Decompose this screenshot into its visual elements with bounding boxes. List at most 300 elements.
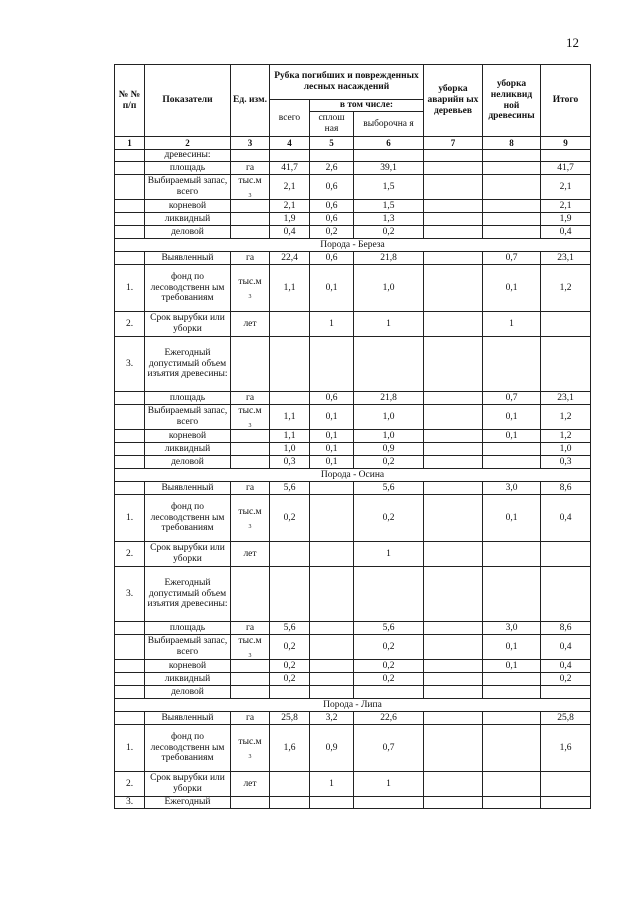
indicator-name: Выявленный xyxy=(145,482,231,495)
header-col-num: № № п/п xyxy=(115,65,145,137)
unit-cell xyxy=(231,725,270,772)
unit-text: тыс.м xyxy=(238,406,262,417)
row-number xyxy=(115,162,145,175)
indicator-name: Выбираемый запас, всего xyxy=(145,635,231,660)
value-emergency xyxy=(424,660,483,673)
table-body xyxy=(115,150,591,809)
value-emergency xyxy=(424,430,483,443)
table-row xyxy=(115,712,591,725)
value-selective: 1,3 xyxy=(354,213,424,226)
unit-cell: лет xyxy=(231,772,270,797)
value-total: 0,2 xyxy=(270,495,310,542)
table-row xyxy=(115,392,591,405)
value-emergency xyxy=(424,635,483,660)
value-clear: 0,9 xyxy=(310,725,354,772)
unit-cell xyxy=(231,430,270,443)
value-emergency xyxy=(424,495,483,542)
value-emergency xyxy=(424,252,483,265)
table-row xyxy=(115,252,591,265)
unit-cell: лет xyxy=(231,542,270,567)
unit-cell xyxy=(231,567,270,622)
col-number: 8 xyxy=(483,137,541,150)
value-emergency xyxy=(424,405,483,430)
value-total xyxy=(270,542,310,567)
value-illiquid: 0,7 xyxy=(483,392,541,405)
unit-text: тыс.м xyxy=(238,507,262,518)
value-clear: 0,1 xyxy=(310,405,354,430)
value-clear: 0,6 xyxy=(310,175,354,200)
value-result: 8,6 xyxy=(541,622,591,635)
value-illiquid: 0,1 xyxy=(483,405,541,430)
row-number: 3. xyxy=(115,797,145,809)
table-row xyxy=(115,635,591,660)
value-emergency xyxy=(424,725,483,772)
value-illiquid: 1 xyxy=(483,312,541,337)
value-selective: 1 xyxy=(354,772,424,797)
table-row xyxy=(115,200,591,213)
indicator-name: Выявленный xyxy=(145,252,231,265)
value-emergency xyxy=(424,482,483,495)
value-clear xyxy=(310,567,354,622)
value-emergency xyxy=(424,150,483,162)
table-row xyxy=(115,660,591,673)
value-clear xyxy=(310,482,354,495)
value-result: 1,2 xyxy=(541,265,591,312)
value-total xyxy=(270,567,310,622)
header-selective: выборочна я xyxy=(354,112,424,137)
value-total: 0,2 xyxy=(270,635,310,660)
value-total xyxy=(270,392,310,405)
unit-cell xyxy=(231,200,270,213)
table-row xyxy=(115,542,591,567)
indicator-name: Ежегодный допустимый объем изъятия древесины: xyxy=(145,337,231,392)
table-row xyxy=(115,622,591,635)
indicator-name: корневой xyxy=(145,660,231,673)
value-emergency xyxy=(424,200,483,213)
value-result xyxy=(541,337,591,392)
row-number: 2. xyxy=(115,772,145,797)
value-clear: 0,6 xyxy=(310,252,354,265)
col-number: 5 xyxy=(310,137,354,150)
value-selective: 1,5 xyxy=(354,175,424,200)
value-selective xyxy=(354,797,424,809)
table-row xyxy=(115,405,591,430)
value-clear: 0,1 xyxy=(310,265,354,312)
table-row xyxy=(115,150,591,162)
table-row xyxy=(115,482,591,495)
table-row xyxy=(115,567,591,622)
value-total: 1,1 xyxy=(270,405,310,430)
value-emergency xyxy=(424,265,483,312)
unit-cell xyxy=(231,175,270,200)
value-illiquid xyxy=(483,725,541,772)
value-result xyxy=(541,312,591,337)
value-total: 0,3 xyxy=(270,456,310,469)
value-selective: 0,7 xyxy=(354,725,424,772)
value-illiquid xyxy=(483,200,541,213)
table-row xyxy=(115,495,591,542)
row-number xyxy=(115,200,145,213)
value-clear xyxy=(310,495,354,542)
indicator-name: древесины: xyxy=(145,150,231,162)
value-clear: 0,6 xyxy=(310,200,354,213)
row-number xyxy=(115,175,145,200)
value-selective: 21,8 xyxy=(354,392,424,405)
col-number: 7 xyxy=(424,137,483,150)
value-total: 1,1 xyxy=(270,430,310,443)
unit-cell xyxy=(231,673,270,686)
value-result: 1,2 xyxy=(541,405,591,430)
value-selective: 39,1 xyxy=(354,162,424,175)
value-illiquid xyxy=(483,542,541,567)
indicator-name: площадь xyxy=(145,392,231,405)
value-total: 2,1 xyxy=(270,175,310,200)
value-result: 23,1 xyxy=(541,392,591,405)
value-total: 25,8 xyxy=(270,712,310,725)
value-illiquid xyxy=(483,337,541,392)
value-total xyxy=(270,772,310,797)
row-number: 3. xyxy=(115,567,145,622)
table-row xyxy=(115,725,591,772)
table-row xyxy=(115,456,591,469)
value-illiquid: 0,7 xyxy=(483,252,541,265)
value-result: 0,4 xyxy=(541,226,591,239)
unit-cell xyxy=(231,495,270,542)
row-number: 2. xyxy=(115,542,145,567)
value-emergency xyxy=(424,312,483,337)
value-total: 1,1 xyxy=(270,265,310,312)
unit-cell xyxy=(231,686,270,699)
value-total: 41,7 xyxy=(270,162,310,175)
value-selective: 1 xyxy=(354,312,424,337)
row-number xyxy=(115,226,145,239)
row-number xyxy=(115,405,145,430)
col-number: 9 xyxy=(541,137,591,150)
value-clear xyxy=(310,150,354,162)
value-emergency xyxy=(424,337,483,392)
indicator-name: Срок вырубки или уборки xyxy=(145,772,231,797)
table-row xyxy=(115,430,591,443)
header-col-indicator: Показатели xyxy=(145,65,231,137)
value-emergency xyxy=(424,797,483,809)
unit-superscript: 3 xyxy=(248,294,252,300)
row-number xyxy=(115,712,145,725)
value-clear: 0,2 xyxy=(310,226,354,239)
value-clear xyxy=(310,622,354,635)
value-emergency xyxy=(424,567,483,622)
value-selective: 5,6 xyxy=(354,622,424,635)
value-result: 0,4 xyxy=(541,635,591,660)
table-row xyxy=(115,312,591,337)
value-result: 1,2 xyxy=(541,430,591,443)
value-selective: 21,8 xyxy=(354,252,424,265)
value-result: 0,4 xyxy=(541,495,591,542)
value-emergency xyxy=(424,226,483,239)
value-clear: 2,6 xyxy=(310,162,354,175)
unit-cell xyxy=(231,405,270,430)
unit-cell: га xyxy=(231,162,270,175)
unit-cell: лет xyxy=(231,312,270,337)
unit-cell xyxy=(231,226,270,239)
value-total: 0,2 xyxy=(270,673,310,686)
unit-superscript: 3 xyxy=(248,423,252,429)
value-result: 1,9 xyxy=(541,213,591,226)
unit-text: тыс.м xyxy=(238,176,262,187)
unit-cell xyxy=(231,456,270,469)
section-row xyxy=(115,239,591,252)
column-number-row xyxy=(115,137,591,150)
value-total: 2,1 xyxy=(270,200,310,213)
page-number: 12 xyxy=(566,35,579,50)
header-emergency: уборка аварийн ых деревьев xyxy=(424,65,483,137)
value-emergency xyxy=(424,213,483,226)
table-row xyxy=(115,162,591,175)
indicator-name: Выбираемый запас, всего xyxy=(145,405,231,430)
row-number: 1. xyxy=(115,265,145,312)
unit-cell xyxy=(231,265,270,312)
row-number xyxy=(115,686,145,699)
value-selective: 1 xyxy=(354,542,424,567)
section-title: Порода - Береза xyxy=(115,239,591,252)
indicator-name: ликвидный xyxy=(145,673,231,686)
value-illiquid xyxy=(483,456,541,469)
row-number xyxy=(115,622,145,635)
unit-superscript: 3 xyxy=(248,653,252,659)
table-row xyxy=(115,686,591,699)
value-result xyxy=(541,542,591,567)
value-illiquid xyxy=(483,162,541,175)
row-number xyxy=(115,150,145,162)
value-selective xyxy=(354,567,424,622)
indicator-name: Срок вырубки или уборки xyxy=(145,542,231,567)
unit-superscript: 3 xyxy=(248,193,252,199)
row-number xyxy=(115,482,145,495)
value-total xyxy=(270,312,310,337)
value-clear: 0,1 xyxy=(310,456,354,469)
table-row xyxy=(115,226,591,239)
value-result: 2,1 xyxy=(541,200,591,213)
value-emergency xyxy=(424,542,483,567)
header-total: всего xyxy=(270,100,310,137)
value-clear xyxy=(310,660,354,673)
value-selective: 0,9 xyxy=(354,443,424,456)
value-selective: 1,5 xyxy=(354,200,424,213)
col-number: 4 xyxy=(270,137,310,150)
table-row xyxy=(115,797,591,809)
section-row xyxy=(115,469,591,482)
value-result xyxy=(541,797,591,809)
value-illiquid: 0,1 xyxy=(483,495,541,542)
unit-cell xyxy=(231,660,270,673)
indicator-name: Выбираемый запас, всего xyxy=(145,175,231,200)
value-result: 2,1 xyxy=(541,175,591,200)
unit-cell xyxy=(231,213,270,226)
header-illiquid: уборка неликвид ной древесины xyxy=(483,65,541,137)
value-illiquid xyxy=(483,686,541,699)
value-result: 23,1 xyxy=(541,252,591,265)
value-illiquid: 0,1 xyxy=(483,635,541,660)
value-total xyxy=(270,686,310,699)
value-illiquid: 0,1 xyxy=(483,660,541,673)
unit-cell: га xyxy=(231,712,270,725)
value-illiquid xyxy=(483,567,541,622)
value-clear xyxy=(310,686,354,699)
value-illiquid xyxy=(483,175,541,200)
table-row xyxy=(115,673,591,686)
value-selective: 0,2 xyxy=(354,495,424,542)
indicator-name: площадь xyxy=(145,162,231,175)
row-number xyxy=(115,443,145,456)
unit-superscript: 3 xyxy=(248,524,252,530)
value-selective xyxy=(354,337,424,392)
value-emergency xyxy=(424,673,483,686)
table-row xyxy=(115,443,591,456)
value-result: 0,2 xyxy=(541,673,591,686)
value-clear xyxy=(310,542,354,567)
value-clear xyxy=(310,337,354,392)
value-emergency xyxy=(424,772,483,797)
indicator-name: корневой xyxy=(145,200,231,213)
unit-cell: га xyxy=(231,252,270,265)
value-total: 22,4 xyxy=(270,252,310,265)
indicator-name: фонд по лесоводственн ым требованиям xyxy=(145,495,231,542)
row-number xyxy=(115,635,145,660)
indicator-name: ликвидный xyxy=(145,443,231,456)
value-illiquid: 3,0 xyxy=(483,482,541,495)
value-emergency xyxy=(424,175,483,200)
value-selective: 0,2 xyxy=(354,660,424,673)
value-result: 0,3 xyxy=(541,456,591,469)
row-number xyxy=(115,430,145,443)
header-col-unit: Ед. изм. xyxy=(231,65,270,137)
unit-cell xyxy=(231,150,270,162)
row-number xyxy=(115,213,145,226)
header-felling-group: Рубка погибших и поврежденных лесных насаждений xyxy=(270,65,424,100)
indicator-name: фонд по лесоводственн ым требованиям xyxy=(145,725,231,772)
value-selective: 5,6 xyxy=(354,482,424,495)
value-total xyxy=(270,150,310,162)
row-number: 3. xyxy=(115,337,145,392)
value-clear: 0,6 xyxy=(310,392,354,405)
value-emergency xyxy=(424,162,483,175)
value-result: 41,7 xyxy=(541,162,591,175)
value-result: 1,0 xyxy=(541,443,591,456)
value-selective: 0,2 xyxy=(354,635,424,660)
section-title: Порода - Липа xyxy=(115,699,591,712)
table-header xyxy=(115,65,591,150)
indicator-name: ликвидный xyxy=(145,213,231,226)
section-row xyxy=(115,699,591,712)
value-illiquid: 3,0 xyxy=(483,622,541,635)
section-title: Порода - Осина xyxy=(115,469,591,482)
table-row xyxy=(115,772,591,797)
value-total: 1,0 xyxy=(270,443,310,456)
value-clear: 1 xyxy=(310,772,354,797)
value-clear: 1 xyxy=(310,312,354,337)
value-selective: 22,6 xyxy=(354,712,424,725)
row-number: 1. xyxy=(115,725,145,772)
value-illiquid: 0,1 xyxy=(483,265,541,312)
value-total: 5,6 xyxy=(270,622,310,635)
value-selective: 0,2 xyxy=(354,226,424,239)
value-total: 0,4 xyxy=(270,226,310,239)
value-result xyxy=(541,567,591,622)
row-number xyxy=(115,392,145,405)
table-row xyxy=(115,337,591,392)
indicator-name: деловой xyxy=(145,226,231,239)
col-number: 6 xyxy=(354,137,424,150)
value-illiquid xyxy=(483,213,541,226)
indicator-name: Срок вырубки или уборки xyxy=(145,312,231,337)
indicator-name: деловой xyxy=(145,456,231,469)
unit-cell: га xyxy=(231,392,270,405)
value-selective: 0,2 xyxy=(354,456,424,469)
unit-text: тыс.м xyxy=(238,636,262,647)
value-emergency xyxy=(424,686,483,699)
col-number: 3 xyxy=(231,137,270,150)
header-including: в том числе: xyxy=(310,100,424,112)
row-number xyxy=(115,252,145,265)
table-row xyxy=(115,175,591,200)
value-clear: 3,2 xyxy=(310,712,354,725)
unit-cell: га xyxy=(231,482,270,495)
value-illiquid xyxy=(483,673,541,686)
row-number xyxy=(115,660,145,673)
value-total xyxy=(270,337,310,392)
value-clear xyxy=(310,797,354,809)
value-clear xyxy=(310,673,354,686)
value-selective: 1,0 xyxy=(354,405,424,430)
value-result: 0,4 xyxy=(541,660,591,673)
value-illiquid xyxy=(483,772,541,797)
col-number: 2 xyxy=(145,137,231,150)
value-emergency xyxy=(424,622,483,635)
indicator-name: Выявленный xyxy=(145,712,231,725)
value-selective xyxy=(354,686,424,699)
indicator-name: площадь xyxy=(145,622,231,635)
row-number xyxy=(115,456,145,469)
value-result: 8,6 xyxy=(541,482,591,495)
value-selective xyxy=(354,150,424,162)
value-selective: 0,2 xyxy=(354,673,424,686)
header-clear: сплош ная xyxy=(310,112,354,137)
value-result: 25,8 xyxy=(541,712,591,725)
table-row xyxy=(115,265,591,312)
value-illiquid xyxy=(483,150,541,162)
value-selective: 1,0 xyxy=(354,430,424,443)
value-illiquid xyxy=(483,226,541,239)
indicator-name: фонд по лесоводственн ым требованиям xyxy=(145,265,231,312)
value-illiquid: 0,1 xyxy=(483,430,541,443)
value-total: 1,6 xyxy=(270,725,310,772)
unit-superscript: 3 xyxy=(248,754,252,760)
value-total: 0,2 xyxy=(270,660,310,673)
unit-cell xyxy=(231,635,270,660)
col-number: 1 xyxy=(115,137,145,150)
indicator-name: Ежегодный xyxy=(145,797,231,809)
header-result: Итого xyxy=(541,65,591,137)
value-clear: 0,1 xyxy=(310,430,354,443)
value-illiquid xyxy=(483,443,541,456)
value-total: 1,9 xyxy=(270,213,310,226)
row-number: 1. xyxy=(115,495,145,542)
value-emergency xyxy=(424,456,483,469)
value-emergency xyxy=(424,392,483,405)
unit-cell xyxy=(231,797,270,809)
value-clear: 0,1 xyxy=(310,443,354,456)
value-result: 1,6 xyxy=(541,725,591,772)
value-result xyxy=(541,686,591,699)
